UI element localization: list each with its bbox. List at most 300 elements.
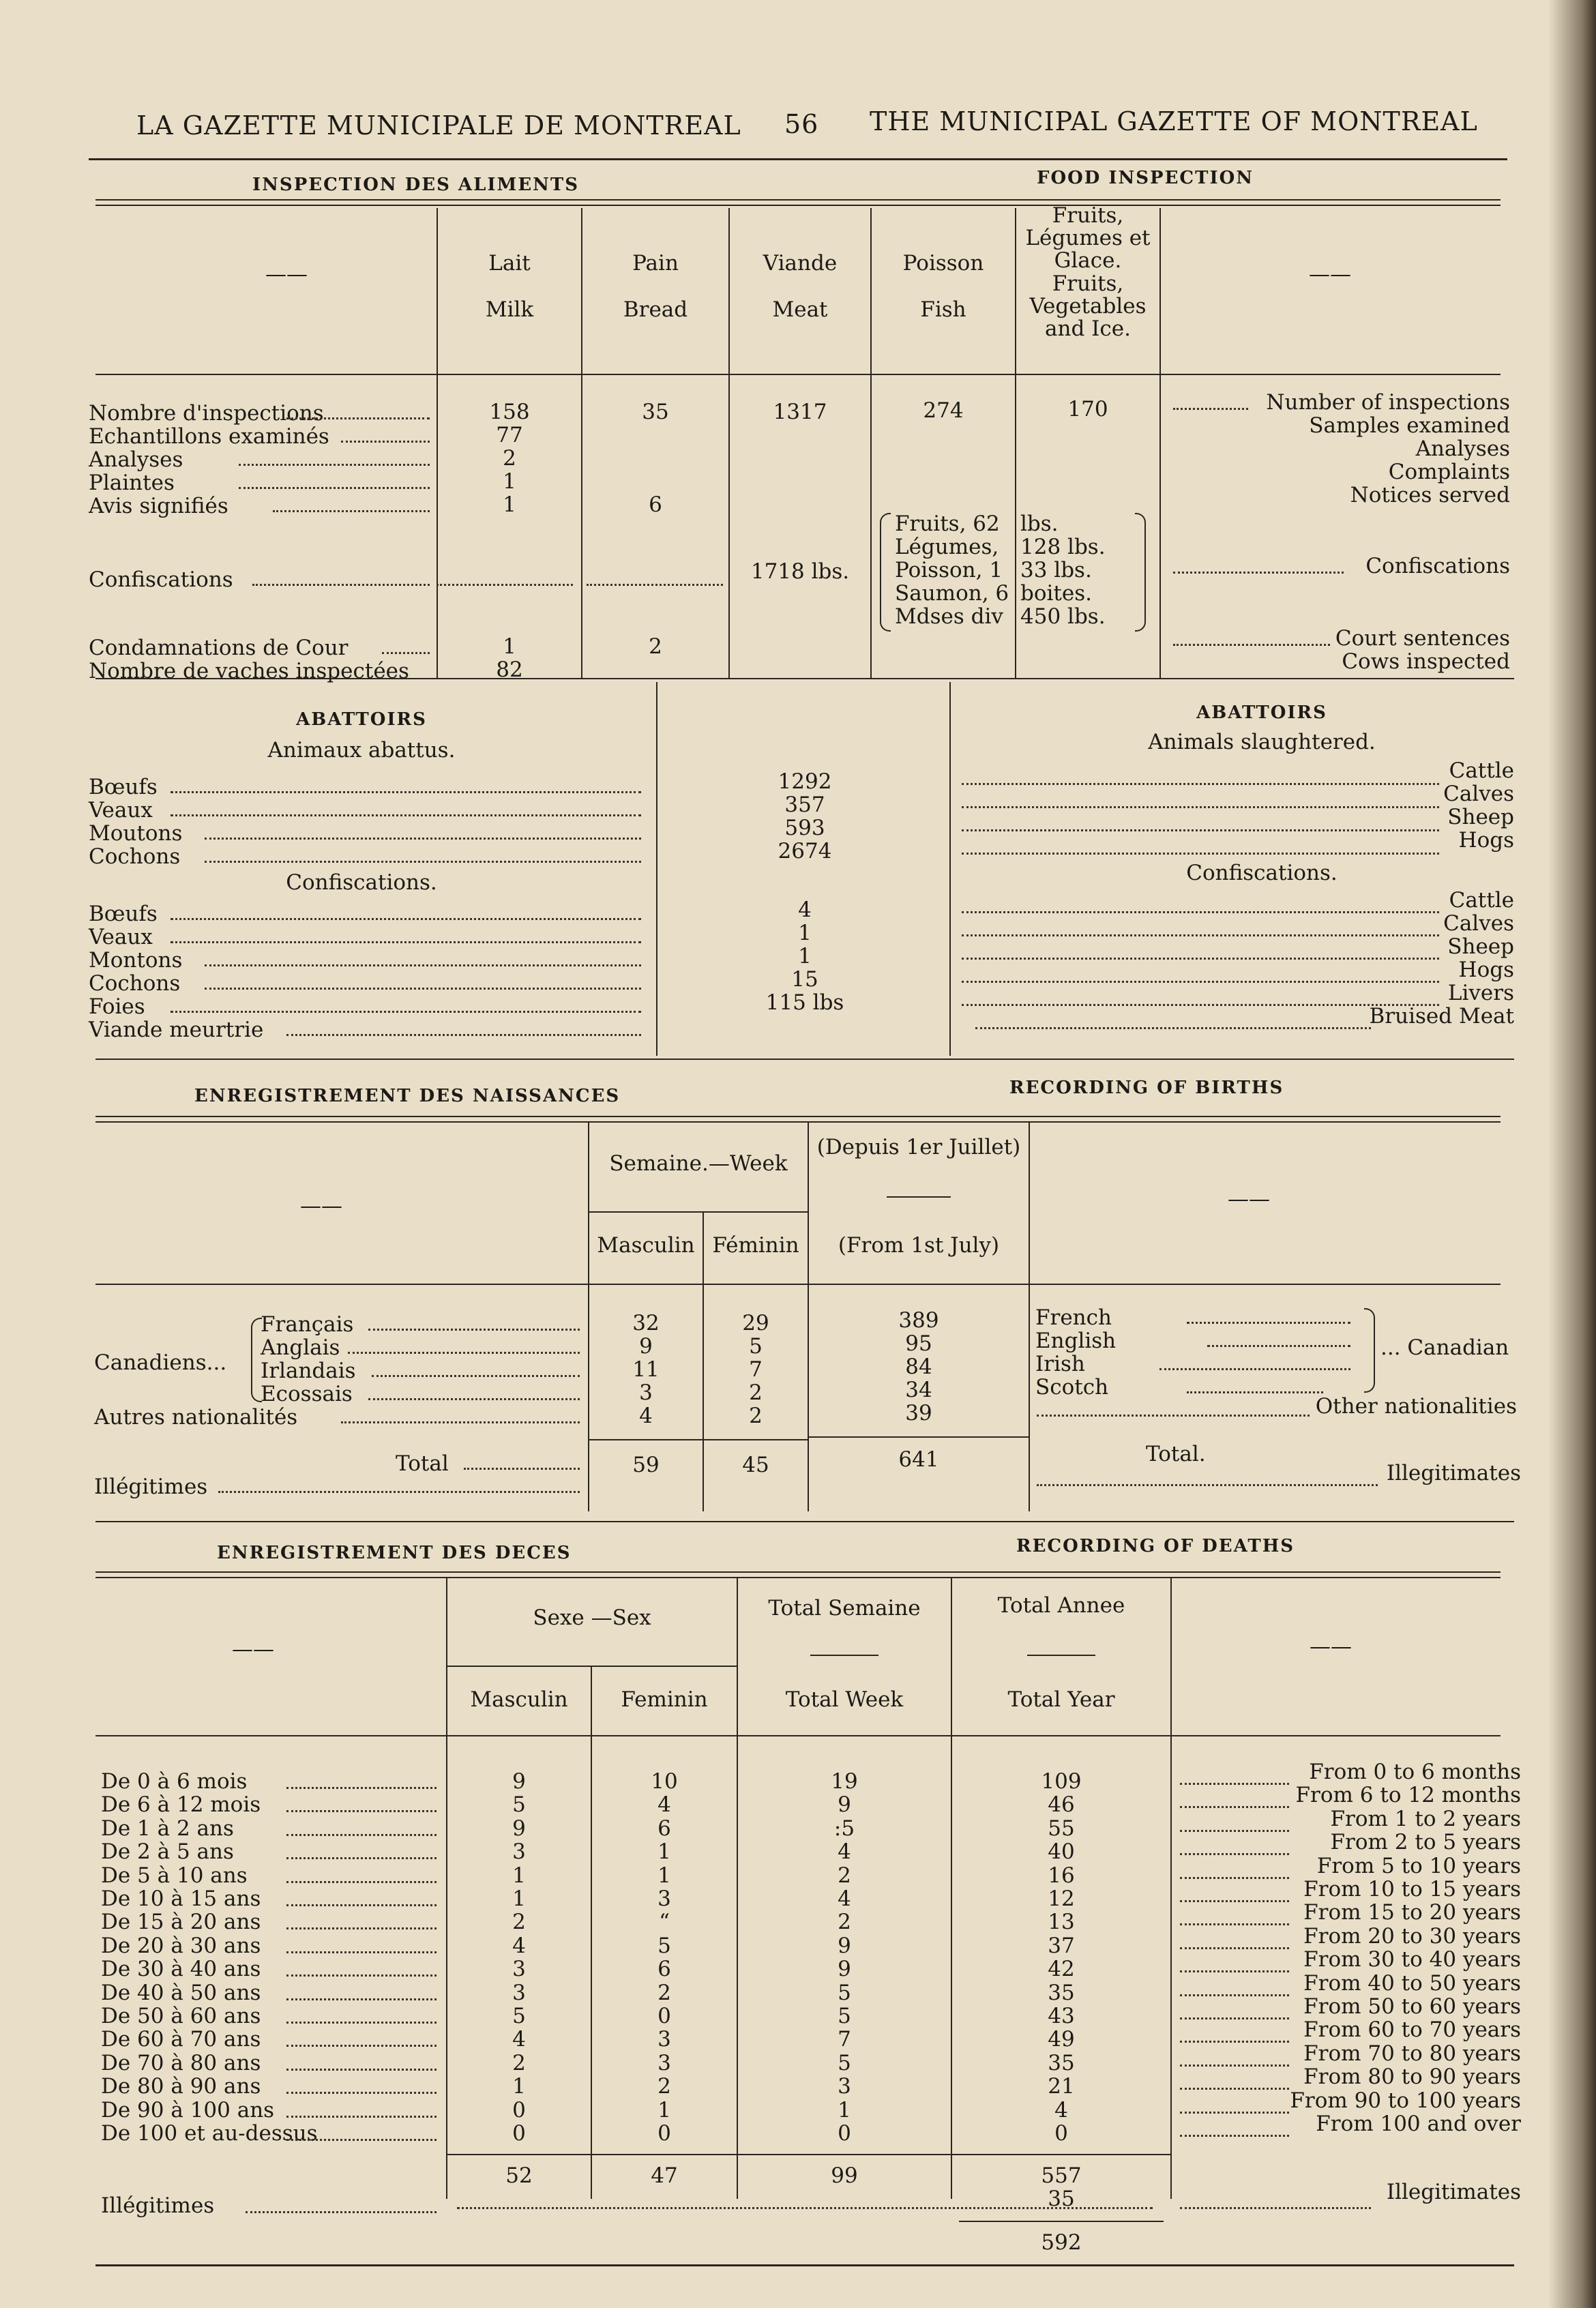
section-rule (95, 1521, 1514, 1522)
cell-y: 35 (1048, 2051, 1075, 2075)
blank-header: —— (1309, 262, 1351, 286)
cell: 84 (905, 1355, 932, 1379)
row-label-en: Notices served (1350, 483, 1510, 507)
row-label-en: Irish (1035, 1352, 1085, 1376)
col-divider (870, 208, 872, 679)
fem-header: Feminin (621, 1687, 708, 1712)
cell-m: 0 (512, 2121, 526, 2146)
row-label-en: Sheep (1447, 934, 1514, 959)
row-label-en: From 1 to 2 years (1330, 1807, 1521, 1831)
total-rule (589, 1439, 808, 1440)
row-label-en: Cattle (1449, 888, 1514, 913)
cell-f: “ (659, 1910, 670, 1934)
col-header-fr: Viande (763, 251, 838, 276)
row-label-en: From 80 to 90 years (1303, 2065, 1521, 2089)
cell-f: 1 (657, 2098, 671, 2122)
leader-dots (1187, 1391, 1323, 1393)
cell: 158 (489, 400, 530, 424)
cell-f: 0 (657, 2121, 671, 2146)
cell-f: 1 (657, 1839, 671, 1864)
row-label-en: From 30 to 40 years (1303, 1947, 1521, 1972)
cell-w: :5 (833, 1816, 855, 1841)
cell: 1 (798, 921, 812, 945)
row-label-en: From 70 to 80 years (1303, 2041, 1521, 2066)
cell-f: 10 (651, 1769, 678, 1794)
leader-dots (587, 584, 723, 586)
rule (95, 1571, 1501, 1573)
book-spine-shadow (1548, 0, 1596, 2308)
row-label-en: From 15 to 20 years (1303, 1900, 1521, 1925)
leader-dots (246, 2211, 437, 2213)
page-number: 56 (784, 109, 819, 139)
blank-header: —— (232, 1637, 274, 1661)
row-label-en: Hogs (1458, 828, 1514, 853)
right-brace (1364, 1308, 1375, 1393)
cell: 2 (749, 1404, 763, 1428)
cell-m: 0 (512, 2098, 526, 2122)
total-week-en: Total Week (785, 1687, 904, 1712)
row-label-fr: De 20 à 30 ans (101, 1934, 261, 1958)
food-title-fr: INSPECTION DES ALIMENTS (252, 175, 580, 195)
row-label-fr: De 5 à 10 ans (101, 1863, 248, 1888)
illeg-label-en: Illegitimates (1386, 1461, 1521, 1485)
col-header-fr: Lait (488, 251, 531, 276)
col-divider (1170, 1578, 1172, 2199)
row-label-fr: Nombre d'inspections (89, 401, 324, 426)
cell-y: 46 (1048, 1792, 1075, 1817)
cell-f: 3 (657, 2051, 671, 2075)
cell-y: 35 (1048, 1981, 1075, 2005)
cell-f: 5 (657, 1934, 671, 1958)
header-rule (89, 158, 1507, 160)
cell: 59 (632, 1453, 660, 1477)
sex-header: Sexe —Sex (533, 1606, 651, 1630)
cell: 1 (503, 634, 516, 659)
cell-y: 109 (1041, 1769, 1082, 1794)
leader-dots (286, 1857, 437, 1859)
cell-f: 2 (657, 2074, 671, 2099)
leader-dots (171, 814, 641, 816)
row-label-en: French (1035, 1305, 1112, 1330)
cell-w: 5 (838, 2051, 851, 2075)
row-label-fr: Echantillons examinés (89, 424, 329, 449)
row-label-fr: Cochons (89, 971, 181, 996)
cell: 4 (798, 898, 812, 922)
fish-item: Légumes, (895, 535, 999, 559)
row-label-fr: Condamnations de Cour (89, 636, 349, 660)
leader-dots (437, 584, 573, 586)
total-label-fr: Total (396, 1451, 449, 1476)
cell-w: 2 (838, 1863, 851, 1888)
cell: 2 (649, 634, 662, 659)
right-brace (1135, 513, 1146, 632)
rule (589, 1211, 808, 1213)
leader-dots (341, 441, 430, 443)
cell-w: 9 (838, 1792, 851, 1817)
leader-dots (286, 2022, 437, 2024)
fish-qty: 450 lbs. (1020, 604, 1106, 629)
cell-meat-confiscated: 1718 lbs. (750, 559, 850, 584)
fish-qty: boites. (1020, 581, 1092, 606)
leader-dots (286, 2139, 437, 2141)
col-header-fr: Fruits, Légumes et Glace. (1025, 203, 1151, 273)
row-label-en: Other nationalities (1315, 1394, 1517, 1419)
cell: 3 (639, 1380, 653, 1405)
rule (95, 205, 1501, 206)
cell: 115 lbs (765, 990, 844, 1015)
fish-item: Fruits, 62 (895, 512, 1000, 536)
cell-w: 4 (838, 1887, 851, 1911)
leader-dots (171, 1011, 641, 1013)
canadiens-label: Canadiens... (94, 1350, 227, 1375)
leader-dots (252, 584, 430, 586)
abattoirs-sub-en: Animals slaughtered. (1148, 730, 1376, 754)
row-label-en: From 0 to 6 months (1309, 1760, 1521, 1784)
section-rule (95, 1059, 1514, 1060)
col-header-en: Fruits, Vegetables and Ice. (1029, 271, 1147, 341)
cell-w: 2 (838, 1910, 851, 1934)
cell-y: 42 (1048, 1957, 1075, 1981)
leader-dots (975, 1027, 1371, 1029)
abattoirs-title-fr: ABATTOIRS (296, 709, 427, 730)
leader-dots (962, 829, 1439, 831)
header-right: THE MUNICIPAL GAZETTE OF MONTREAL (870, 106, 1478, 136)
cell-m: 9 (512, 1769, 526, 1794)
leader-dots (286, 417, 430, 419)
cell-f: 6 (657, 1957, 671, 1981)
cell: 1 (503, 492, 516, 517)
cell: 45 (742, 1453, 769, 1477)
leader-dots (286, 1034, 641, 1036)
row-label-fr: Irlandais (261, 1359, 356, 1383)
illeg-label-en: Illegitimates (1386, 2180, 1521, 2204)
fish-item: Poisson, 1 (895, 558, 1003, 582)
cell: 2 (749, 1380, 763, 1405)
leader-dots (382, 652, 430, 654)
rule (1027, 1655, 1095, 1656)
row-label-en: From 2 to 5 years (1330, 1830, 1521, 1854)
leader-dots (962, 981, 1439, 983)
row-label-fr: De 15 à 20 ans (101, 1910, 261, 1934)
confiscations-en: Confiscations. (1186, 861, 1338, 885)
row-label-fr: De 6 à 12 mois (101, 1792, 261, 1817)
cell-w: 19 (831, 1769, 858, 1794)
leader-dots (1037, 1415, 1310, 1417)
confiscations-fr: Confiscations. (286, 870, 437, 895)
leader-dots (962, 934, 1439, 936)
row-label-en: Calves (1443, 911, 1514, 936)
rule (810, 1655, 878, 1656)
leader-dots (218, 1491, 580, 1493)
cell: 1317 (773, 400, 827, 424)
cell: 2674 (778, 839, 832, 863)
row-label-fr: De 60 à 70 ans (101, 2027, 261, 2052)
row-label-en: Confiscations (1365, 554, 1510, 578)
cell: 4 (639, 1404, 653, 1428)
row-label-en: Cattle (1449, 758, 1514, 783)
rule (95, 1121, 1501, 1123)
deaths-title-en: RECORDING OF DEATHS (1016, 1536, 1295, 1556)
row-label-fr: Autres nationalités (94, 1405, 298, 1430)
row-label-fr: Anglais (261, 1335, 340, 1360)
leader-dots (286, 1998, 437, 2000)
row-label-en: English (1035, 1329, 1117, 1353)
leader-dots (1187, 1322, 1350, 1324)
total-rule (959, 2221, 1164, 2222)
row-label-en: From 90 to 100 years (1290, 2088, 1521, 2113)
cell: 77 (496, 423, 523, 447)
cell-y: 4 (1054, 2098, 1068, 2122)
total-year-en: Total Year (1007, 1687, 1115, 1712)
row-label-en: From 5 to 10 years (1316, 1854, 1521, 1878)
row-label-fr: Bœufs (89, 775, 158, 799)
leader-dots (286, 2045, 437, 2047)
row-label-en: Livers (1447, 981, 1514, 1005)
total-masc: 52 (505, 2163, 533, 2188)
cell-m: 1 (512, 1863, 526, 1888)
col-divider (949, 682, 951, 1056)
row-label-fr: Veaux (89, 925, 153, 949)
col-divider (1029, 1123, 1030, 1511)
cell-w: 3 (838, 2074, 851, 2099)
total-rule (809, 1436, 1029, 1438)
cell-m: 2 (512, 2051, 526, 2075)
col-header-en: Milk (485, 297, 534, 322)
row-label-en: From 60 to 70 years (1303, 2017, 1521, 2042)
total-year-fr: Total Annee (997, 1593, 1125, 1618)
cell-w: 9 (838, 1934, 851, 1958)
leader-dots (286, 1834, 437, 1836)
row-label-en: Calves (1443, 782, 1514, 806)
cell: 15 (791, 967, 818, 992)
cell: 1292 (778, 769, 832, 794)
cell-y: 37 (1048, 1934, 1075, 1958)
leader-dots (286, 2069, 437, 2071)
col-header-en: Bread (623, 297, 688, 322)
cell: 11 (632, 1357, 660, 1382)
row-label-en: Complaints (1388, 460, 1510, 484)
leader-dots (286, 2116, 437, 2118)
leader-dots (286, 1974, 437, 1977)
cell: 35 (642, 400, 669, 424)
grand-total: 592 (1041, 2230, 1082, 2255)
leader-dots (962, 958, 1439, 960)
illeg-label-fr: Illégitimes (94, 1475, 208, 1499)
leader-dots (1173, 572, 1344, 574)
cell-y: 0 (1054, 2121, 1068, 2146)
cell-m: 1 (512, 2074, 526, 2099)
leader-dots (171, 918, 641, 920)
leader-dots (286, 1904, 437, 1906)
col-divider (581, 208, 582, 679)
row-label-en: From 100 and over (1316, 2112, 1521, 2136)
cell-y: 21 (1048, 2074, 1075, 2099)
row-label-en: Samples examined (1309, 413, 1510, 438)
leader-dots (464, 1468, 580, 1470)
leader-dots (239, 487, 430, 489)
cell-w: 9 (838, 1957, 851, 1981)
cell-m: 5 (512, 1792, 526, 1817)
row-label-en: Hogs (1458, 958, 1514, 982)
cell-f: 2 (657, 1981, 671, 2005)
row-label-en: From 20 to 30 years (1303, 1924, 1521, 1949)
cell-m: 4 (512, 1934, 526, 1958)
cell-w: 0 (838, 2121, 851, 2146)
leader-dots (205, 838, 641, 840)
leader-dots (1037, 1484, 1378, 1486)
section-rule (95, 678, 1514, 679)
header-bottom-rule (95, 1284, 1501, 1285)
fish-qty: lbs. (1020, 512, 1059, 536)
row-label-fr: De 50 à 60 ans (101, 2004, 261, 2028)
row-label-fr: De 0 à 6 mois (101, 1769, 248, 1794)
cell: 1 (798, 944, 812, 968)
header-left: LA GAZETTE MUNICIPALE DE MONTREAL (136, 110, 741, 140)
leader-dots (171, 941, 641, 943)
cell-m: 2 (512, 1910, 526, 1934)
row-label-en: From 10 to 15 years (1303, 1877, 1521, 1902)
col-header-fr: Pain (632, 251, 679, 276)
row-label-fr: Veaux (89, 798, 153, 823)
row-label-en: Court sentences (1335, 626, 1510, 651)
row-label-fr: Avis signifiés (89, 494, 228, 518)
cell-y: 40 (1048, 1839, 1075, 1864)
row-label-fr: Moutons (89, 821, 183, 846)
leader-dots (341, 1421, 580, 1423)
cell: 82 (496, 657, 523, 682)
row-label-fr: De 30 à 40 ans (101, 1957, 261, 1981)
cell-m: 1 (512, 1887, 526, 1911)
row-label-fr: Ecossais (261, 1382, 353, 1406)
row-label-fr: Analyses (89, 447, 183, 472)
cell: 1 (503, 469, 516, 494)
cell-y: 49 (1048, 2027, 1075, 2052)
total-label-en: Total. (1146, 1442, 1206, 1466)
leader-dots (1207, 1345, 1350, 1347)
cell-y: 13 (1048, 1910, 1075, 1934)
col-header-en: Meat (772, 297, 828, 322)
leader-dots (962, 783, 1439, 785)
cell-f: 1 (657, 1863, 671, 1888)
masc-header: Masculin (597, 1233, 695, 1258)
row-label-en: Analyses (1415, 437, 1510, 461)
leader-dots (286, 1927, 437, 1929)
row-label-fr: De 80 à 90 ans (101, 2074, 261, 2099)
leader-dots (273, 510, 430, 512)
row-label-fr: De 100 et au-dessus (101, 2121, 318, 2146)
leader-dots (1173, 644, 1330, 646)
cell-m: 9 (512, 1816, 526, 1841)
cell-w: 4 (838, 1839, 851, 1864)
fish-item: Mdses div (895, 604, 1003, 629)
leader-dots (372, 1375, 580, 1377)
row-label-fr: Plaintes (89, 471, 175, 495)
cell-y: 16 (1048, 1863, 1075, 1888)
leader-dots (171, 791, 641, 793)
births-title-en: RECORDING OF BIRTHS (1009, 1078, 1284, 1098)
blank-header: —— (1310, 1634, 1352, 1659)
leader-dots (286, 1951, 437, 1953)
cell-y: 55 (1048, 1816, 1075, 1841)
col-divider (656, 682, 657, 1056)
row-label-fr: De 2 à 5 ans (101, 1839, 234, 1864)
row-label-en: From 40 to 50 years (1303, 1971, 1521, 1996)
leader-dots (348, 1352, 580, 1354)
cell-w: 7 (838, 2027, 851, 2052)
leader-dots (1173, 408, 1248, 410)
leader-dots (368, 1398, 580, 1400)
cell: 29 (742, 1311, 769, 1335)
leader-dots (205, 861, 641, 863)
row-label-fr: De 70 à 80 ans (101, 2051, 261, 2075)
cell-m: 3 (512, 1839, 526, 1864)
cell: 34 (905, 1378, 932, 1402)
cell-y: 43 (1048, 2004, 1075, 2028)
col-divider (1159, 208, 1161, 679)
row-label-fr: De 1 à 2 ans (101, 1816, 234, 1841)
cell: 9 (639, 1334, 653, 1359)
row-label-fr: Montons (89, 948, 183, 973)
cell-m: 5 (512, 2004, 526, 2028)
births-title-fr: ENREGISTREMENT DES NAISSANCES (194, 1086, 621, 1106)
week-header: Semaine.—Week (609, 1151, 788, 1176)
cell: 593 (784, 816, 825, 840)
row-label-fr: Cochons (89, 844, 181, 869)
cell-m: 3 (512, 1957, 526, 1981)
leader-dots (286, 2092, 437, 2094)
cell-f: 0 (657, 2004, 671, 2028)
cell-w: 5 (838, 2004, 851, 2028)
rule (887, 1196, 951, 1198)
row-label-fr: De 40 à 50 ans (101, 1981, 261, 2005)
col-header-en: Fish (920, 297, 966, 322)
row-label-en: Cows inspected (1342, 649, 1510, 674)
rule (95, 199, 1501, 201)
cell: 5 (749, 1334, 763, 1359)
rule (447, 1666, 737, 1667)
row-label-fr: Bœufs (89, 902, 158, 926)
row-label-en: From 50 to 60 years (1303, 1994, 1521, 2019)
leader-dots (457, 2207, 1153, 2209)
total-rule (447, 2154, 1170, 2155)
leader-dots (962, 853, 1439, 855)
fish-item: Saumon, 6 (895, 581, 1009, 606)
illeg-label-fr: Illégitimes (101, 2193, 215, 2218)
row-label-fr: Français (261, 1312, 354, 1337)
abattoirs-sub-fr: Animaux abattus. (267, 738, 456, 763)
left-brace (880, 513, 891, 632)
leader-dots (205, 988, 641, 990)
total-year: 557 (1041, 2163, 1082, 2188)
blank-header: —— (300, 1194, 342, 1218)
abattoirs-title-en: ABATTOIRS (1196, 702, 1327, 723)
cell-y: 12 (1048, 1887, 1075, 1911)
leader-dots (962, 911, 1439, 913)
cell: 7 (749, 1357, 763, 1382)
illeg-year: 35 (1048, 2187, 1075, 2211)
canadian-label: ... Canadian (1380, 1335, 1509, 1360)
col-divider (1015, 208, 1016, 679)
leader-dots (962, 806, 1439, 808)
row-label-fr: Confiscations (89, 567, 233, 592)
cell: 170 (1067, 397, 1108, 421)
header-bottom-rule (95, 1735, 1501, 1736)
cell-f: 3 (657, 2027, 671, 2052)
since-header-en: (From 1st July) (838, 1233, 1000, 1258)
row-label-en: Number of inspections (1266, 390, 1510, 415)
cell: 2 (503, 446, 516, 471)
cell: 6 (649, 492, 662, 517)
